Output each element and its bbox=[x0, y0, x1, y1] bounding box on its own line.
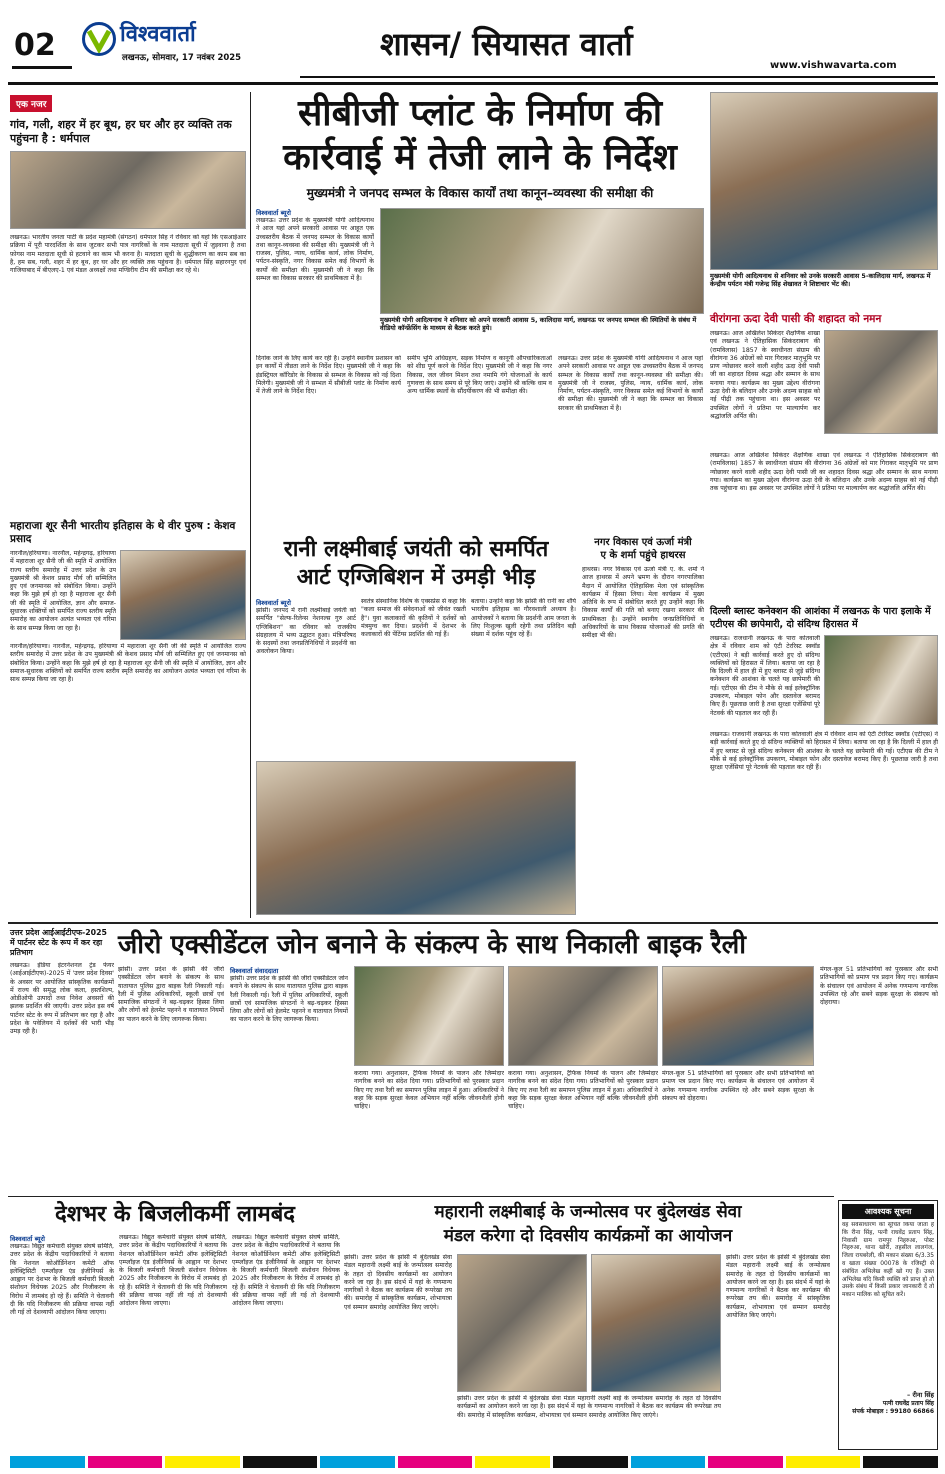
side-photo bbox=[710, 92, 938, 270]
lead-subhead: मुख्यमंत्री ने जनपद सम्भल के विकास कार्यों तथा कानून–व्यवस्था की समीक्षा की bbox=[306, 186, 654, 200]
section-divider bbox=[8, 922, 938, 924]
notice-sign-name: – रीना सिंह bbox=[907, 1391, 934, 1399]
lead-headline-line1: सीबीजी प्लांट के निर्माण की bbox=[297, 93, 663, 134]
bijli-headline: देशभर के बिजलीकर्मी लामबंद bbox=[55, 1202, 295, 1227]
blast-text: लखनऊ। राजधानी लखनऊ के पारा कोतवाली क्षेत्र में रविवार शाम को एंटी टेररिस्ट स्क्वॉड (एटीएस) ने बड़ी कार्रवाई करते हुए दो संदिग्ध व्यक्तियों को हिरासत में लिया। बताया जा रहा है कि दिल्ली में हाल ही में हुए ब्लास्ट से जुड़े संदिग्ध कनेक्शन की आशंका के चलते यह छापेमारी की गई। एटीएस की टीम ने मौके से कई इलेक्ट्रॉनिक उपकरण, मोबाइल फोन और दस्तावेज बरामद किए हैं। पूछताछ जारी है तथा सुरक्षा एजेंसियां पूरे नेटवर्क की पड़ताल कर रही हैं। bbox=[710, 635, 820, 717]
iitf-story bbox=[10, 928, 114, 1192]
column-divider bbox=[250, 92, 251, 918]
zero-text-col1: झांसी। उत्तर प्रदेश के झांसी की जीरो एक्सीडेंटल जोन बनाने के संकल्प के साथ यातायात पुलिस द्वारा बाइक रैली निकाली गई। रैली में पुलिस अधिकारियों, स्कूली छात्रों एवं सामाजिक संगठनों ने बढ़-चढ़कर हिस्सा लिया और लोगों को हेलमेट पहनने व यातायात नियमों का पालन करने के लिए जागरूक किया। bbox=[118, 966, 224, 1023]
art-byline: विश्ववार्ता ब्यूरो bbox=[256, 599, 291, 607]
bijli-story bbox=[10, 1200, 340, 1450]
lead-photo bbox=[380, 208, 704, 314]
lead-byline: विश्ववार्ता ब्यूरो bbox=[256, 209, 291, 217]
rally-photo-2 bbox=[508, 966, 658, 1066]
brand-logo-icon bbox=[82, 22, 116, 56]
nagar-headline-line2: ए के शर्मा पहुंचे हाथरस bbox=[600, 550, 686, 561]
uda-devi-text: लखनऊ। आज अखिलेश सिकंदर शैक्षणिक शाखा एवं लखनऊ ने ऐतिहासिक सिकंदराबाग की (रामविलास) 1857 के स्वाधीनता संग्राम की वीरांगना 36 अंग्रेजों को मार गिराकर मातृभूमि पर प्राण न्योछावर करने वाली शहीद ऊदा देवी पासी जी का शहादत दिवस श्रद्धा और सम्मान के साथ मनाया गया। कार्यक्रम का मुख्य उद्देश्य वीरांगना ऊदा देवी के बलिदान और उनके अदम्य साहस को नई पीढ़ी तक पहुंचाना था। इस अवसर पर उपस्थित लोगों ने प्रतिमा पर माल्यार्पण कर श्रद्धांजलि अर्पित की। bbox=[710, 330, 820, 420]
header-rule-thick bbox=[8, 82, 938, 85]
brief1-headline: गांव, गली, शहर में हर बूथ, हर घर और हर व्यक्ति तक पहुंचना है : धर्मपाल bbox=[10, 118, 232, 145]
side-photo-caption: मुख्यमंत्री योगी आदित्यनाथ से शनिवार को उनके सरकारी आवास 5-कालिदास मार्ग, लखनऊ में केन्द्रीय पर्यटन मंत्री गजेन्द्र सिंह शेखावत ने शिष्टाचार भेंट की। bbox=[710, 272, 931, 288]
maharani-photo-2 bbox=[591, 1254, 721, 1392]
art-body-b: स्वतंत्र संस्थानिक विशेष के एक्सप्रेस से कहा कि "कला समाज की संवेदनाओं को जीवंत रखती है"। युवा कलाकारों की कृतियों ने दर्शकों को मंत्रमुग्ध कर दिया। प्रदर्शनी में देशभर के कलाकारों की पेंटिंग्स प्रदर्शित की गई हैं। bbox=[361, 598, 466, 639]
rally-photo-1 bbox=[354, 966, 504, 1066]
nagar-story bbox=[582, 536, 704, 918]
uda-devi-story bbox=[710, 312, 938, 602]
zero-text-col6: मंगल-कूल 51 प्रतिभागियों को पुरस्कार और सभी प्रतिभागियों को प्रमाण पत्र प्रदान किए गए। कार्यक्रम के संचालन एवं आयोजन में अनेक गणमान्य नागरिक उपस्थित रहे और सबने सड़क सुरक्षा के संकल्प को दोहराया। bbox=[820, 966, 938, 1007]
nagar-headline-line1: नगर विकास एवं ऊर्जा मंत्री bbox=[594, 537, 692, 548]
header-rule bbox=[300, 76, 935, 78]
blast-story bbox=[710, 606, 938, 918]
maharani-photo-1 bbox=[457, 1254, 587, 1392]
maharani-text-col3: झांसी। उत्तर प्रदेश के झांसी में बुंदेलखंड सेवा मंडल महारानी लक्ष्मी बाई के जन्मोत्सव समारोह के तहत दो दिवसीय कार्यक्रमों का आयोजन करने जा रहा है। इस संदर्भ में यहां के गणमान्य नागरिकों ने बैठक कर कार्यक्रम की रूपरेखा तय की। समारोह में सांस्कृतिक कार्यक्रम, शोभायात्रा एवं सम्मान समारोह आयोजित किए जाएंगे। bbox=[726, 1254, 830, 1320]
zero-accident-story bbox=[118, 928, 938, 1192]
notice-sign-mobile: संपर्क मोबाइल : 99180 66866 bbox=[852, 1408, 934, 1415]
notice-text: वह सर्वसाधारण को सूचित किया जाता है कि रीना सिंह, पत्नी राघवेंद्र प्रताप सिंह, निवासी ग्राम रामपुर निहरुआ, पोस्ट निहरुआ, थाना खोरी, तहसील लालगंज, जिला रायबरेली, की मकान संख्या 6/3.35 व खाता संख्या 00078 के रजिस्ट्री से संबंधित अभिलेख कहीं खो गए हैं। उक्त अभिलेख यदि किसी व्यक्ति को प्राप्त हो तो उसके संबंध में किसी प्रकार जानकारी दें तो मकान मालिक को सूचित करें। bbox=[842, 1222, 934, 1299]
lead-headline-line2: कार्रवाई में तेजी लाने के निर्देश bbox=[283, 137, 677, 178]
brief1-text: लखनऊ। भारतीय जनता पार्टी के प्रदेश महामंत्री (संगठन) धर्मपाल सिंह ने रविवार को यहां कि एसआईआर प्रक्रिया में पूरी पारदर्शिता के साथ जुटकर सभी पात्र नागरिकों के नाम मतदाता सूची में जुड़वाना है तथा फ़ोगस नाम मतदाता सूची से हटवाने का काम भी करना है। मतदाता सूची के शुद्धीकरण का काम सब का है, हम सब, गली, शहर में हर बूथ, हर घर और हर व्यक्ति तक पहुंचना है। धर्मपाल सिंह सहारनपुर एवं गाजियाबाद में बीएलए-1 एवं मंडल अध्यक्षों तथा मण्डिरीय टीम की समीक्षा कर रहे थे। bbox=[10, 234, 246, 275]
nagar-text: हाथरस। नगर विकास एवं ऊर्जा मंत्री ए. के. शर्मा ने आज हाथरस में अपने भ्रमण के दौरान नगरपालिका मैदान में आयोजित ऐतिहासिक मेला एवं सांस्कृतिक कार्यक्रम में हिस्सा लिया। मेला कार्यक्रम में मुख्य अतिथि के रूप में संबोधित करते हुए उन्होंने कहा कि विकास कार्यों की गति को बनाए रखना सरकार की प्राथमिकता है। उन्होंने स्थानीय जनप्रतिनिधियों व अधिकारियों के साथ विकास योजनाओं की प्रगति की समीक्षा भी की। bbox=[582, 566, 704, 640]
maharani-text-col1: झांसी। उत्तर प्रदेश के झांसी में बुंदेलखंड सेवा मंडल महारानी लक्ष्मी बाई के जन्मोत्सव समारोह के तहत दो दिवसीय कार्यक्रमों का आयोजन करने जा रहा है। इस संदर्भ में यहां के गणमान्य नागरिकों ने बैठक कर कार्यक्रम की रूपरेखा तय की। समारोह में सांस्कृतिक कार्यक्रम, शोभायात्रा एवं सम्मान समारोह आयोजित किए जाएंगे। bbox=[344, 1254, 452, 1311]
header-left-rule bbox=[12, 66, 72, 69]
ek-nazar-section bbox=[10, 92, 246, 918]
brief2-text-continued: नारनौल/हरियाणा। नारनौल, महेन्द्रगढ़, हरियाणा में महाराजा शूर सैनी जी की स्मृति में आयोजित राज्य स्तरीय समारोह में उत्तर प्रदेश के उप मुख्यमंत्री श्री केशव प्रसाद मौर्य जी सम्मिलित हुए एवं जनमानस को संबोधित किया। उन्होंने कहा कि मुझे हर्ष हो रहा है महाराजा शूर सैनी जी की स्मृति में आयोजित, ज्ञान और समाज-सुधारक शक्तियों को समर्पित राज्य स्तरीय स्मृति समारोह का आयोजन अत्यंत भव्यता एवं गरिमा के साथ सम्पन्न किया जा रहा है। bbox=[10, 643, 246, 684]
art-story bbox=[256, 536, 576, 918]
bijli-byline: विश्ववार्ता ब्यूरो bbox=[10, 1235, 45, 1243]
notice-title: आवश्यक सूचना bbox=[842, 1204, 934, 1219]
maharani-story bbox=[344, 1200, 832, 1450]
iitf-text: लखनऊ। इंडिया इंटरनेशनल ट्रेड फेयर (आईआईटीएफ)-2025 में 'उत्तर प्रदेश दिवस' के अवसर पर आयोजित सांस्कृतिक कार्यक्रमों में राज्य की समृद्ध लोक कला, हस्तशिल्प, ओडीओपी उत्पादों तथा निवेश अवसरों की झलक प्रदर्शित की जाएगी। उत्तर प्रदेश इस वर्ष पार्टनर स्टेट के रूप में प्रतिभाग कर रहा है और प्रदेश के पवेलियन में दर्शकों की भारी भीड़ उमड़ रही है। bbox=[10, 962, 114, 1036]
lead-photo-caption: मुख्यमंत्री योगी आदित्यनाथ ने शनिवार को अपने सरकारी आवास 5, कालिदास मार्ग, लखनऊ पर जनपद सम्भल की स्थितियों के संबंध में वीडियो कॉन्फ्रेंसिंग के माध्यम से बैठक करते हुये। bbox=[380, 316, 697, 332]
brand-name: विश्ववार्ता bbox=[120, 22, 196, 47]
maharani-headline-line1: महारानी लक्ष्मीबाई के जन्मोत्सव पर बुंदेलखंड सेवा bbox=[434, 1202, 742, 1222]
bijli-text-col2: लखनऊ। विद्युत कर्मचारी संयुक्त संघर्ष समिति, उत्तर प्रदेश के केंद्रीय पदाधिकारियों ने बताया कि नेशनल कोऑर्डिनेशन कमेटी ऑफ इलेक्ट्रिसिटी एम्प्लॉइज एंड इंजीनियर्स के आह्वान पर देशभर के बिजली कर्मचारी बिजली संशोधन विधेयक 2025 और निजीकरण के विरोध में लामबंद हो रहे हैं। समिति ने चेतावनी दी कि यदि निजीकरण की प्रक्रिया वापस नहीं ली गई तो देशव्यापी आंदोलन किया जाएगा। bbox=[119, 1234, 227, 1308]
uda-devi-text-continued: लखनऊ। आज अखिलेश सिकंदर शैक्षणिक शाखा एवं लखनऊ ने ऐतिहासिक सिकंदराबाग की (रामविलास) 1857 के स्वाधीनता संग्राम की वीरांगना 36 अंग्रेजों को मार गिराकर मातृभूमि पर प्राण न्योछावर करने वाली शहीद ऊदा देवी पासी जी का शहादत दिवस श्रद्धा और सम्मान के साथ मनाया गया। कार्यक्रम का मुख्य उद्देश्य वीरांगना ऊदा देवी के बलिदान और उनके अदम्य साहस को नई पीढ़ी तक पहुंचाना था। इस अवसर पर उपस्थित लोगों ने प्रतिमा पर माल्यार्पण कर श्रद्धांजलि अर्पित की। bbox=[710, 452, 938, 493]
dateline: लखनऊ, सोमवार, 17 नवंबर 2025 bbox=[122, 53, 242, 63]
brief2-headline: महाराजा शूर सैनी भारतीय इतिहास के थे वीर पुरुष : केशव प्रसाद bbox=[10, 520, 236, 545]
page-number: 02 bbox=[14, 28, 56, 63]
brief2-photo bbox=[120, 550, 246, 640]
section-title: शासन/ सियासत वार्ता bbox=[380, 25, 633, 63]
maharani-caption: झांसी। उत्तर प्रदेश के झांसी में बुंदेलखंड सेवा मंडल महारानी लक्ष्मी बाई के जन्मोत्सव समारोह के तहत दो दिवसीय कार्यक्रमों का आयोजन करने जा रहा है। इस संदर्भ में यहां के गणमान्य नागरिकों ने बैठक कर कार्यक्रम की रूपरेखा तय की। समारोह में सांस्कृतिक कार्यक्रम, शोभायात्रा एवं सम्मान समारोह आयोजित किए जाएंगे। bbox=[457, 1395, 721, 1419]
iitf-headline: उत्तर प्रदेश आईआईटीएफ-2025 में पार्टनर स्टेट के रूप में कर रहा प्रतिभाग bbox=[10, 928, 107, 957]
blast-headline: दिल्ली ब्लास्ट कनेक्शन की आशंका में लखनऊ के पारा इलाके में एटीएस की छापेमारी, दो संदिग्ध हिरासत में bbox=[710, 606, 931, 630]
uda-devi-photo bbox=[824, 330, 938, 434]
zero-accident-headline: जीरो एक्सीडेंटल जोन बनाने के संकल्प के साथ निकाली बाइक रैली bbox=[118, 930, 747, 960]
bijli-text-col1: लखनऊ। विद्युत कर्मचारी संयुक्त संघर्ष समिति, उत्तर प्रदेश के केंद्रीय पदाधिकारियों ने बताया कि नेशनल कोऑर्डिनेशन कमेटी ऑफ इलेक्ट्रिसिटी एम्प्लॉइज एंड इंजीनियर्स के आह्वान पर देशभर के बिजली कर्मचारी बिजली संशोधन विधेयक 2025 और निजीकरण के विरोध में लामबंद हो रहे हैं। समिति ने चेतावनी दी कि यदि निजीकरण की प्रक्रिया वापस नहीं ली गई तो देशव्यापी आंदोलन किया जाएगा। bbox=[10, 1243, 114, 1317]
section-divider-2 bbox=[8, 1196, 834, 1197]
zero-text-col4: कराया गया। अनुशासन, ट्रैफिक नियमों के पालन और जिम्मेदार नागरिक बनने का संदेश दिया गया। प्रतिभागियों को पुरस्कार प्रदान किए गए तथा रैली का समापन पुलिस लाइन में हुआ। अधिकारियों ने कहा कि सड़क सुरक्षा केवल अभियान नहीं बल्कि जीवनशैली होनी चाहिए। bbox=[508, 1070, 658, 1111]
website-link[interactable]: www.vishwavarta.com bbox=[770, 60, 897, 71]
notice-box bbox=[838, 1200, 938, 1450]
brief2-text: नारनौल/हरियाणा। नारनौल, महेन्द्रगढ़, हरियाणा में महाराजा शूर सैनी जी की स्मृति में आयोजित राज्य स्तरीय समारोह में उत्तर प्रदेश के उप मुख्यमंत्री श्री केशव प्रसाद मौर्य जी सम्मिलित हुए एवं जनमानस को संबोधित किया। उन्होंने कहा कि मुझे हर्ष हो रहा है महाराजा शूर सैनी जी की स्मृति में आयोजित, ज्ञान और समाज-सुधारक शक्तियों को समर्पित राज्य स्तरीय स्मृति समारोह का आयोजन अत्यंत भव्यता एवं गरिमा के साथ सम्पन्न किया जा रहा है। bbox=[10, 550, 116, 632]
art-headline-line1: रानी लक्ष्मीबाई जयंती को समर्पित bbox=[283, 537, 549, 562]
color-registration-bar bbox=[10, 1456, 938, 1468]
art-headline-line2: आर्ट एग्जिबिशन में उमड़ी भीड़ bbox=[296, 565, 536, 590]
zero-text-col5: मंगल-कूल 51 प्रतिभागियों को पुरस्कार और सभी प्रतिभागियों को प्रमाण पत्र प्रदान किए गए। कार्यक्रम के संचालन एवं आयोजन में अनेक गणमान्य नागरिक उपस्थित रहे और सबने सड़क सुरक्षा के संकल्प को दोहराया। bbox=[662, 1070, 814, 1102]
zero-text-col2: झांसी। उत्तर प्रदेश के झांसी की जीरो एक्सीडेंटल जोन बनाने के संकल्प के साथ यातायात पुलिस द्वारा बाइक रैली निकाली गई। रैली में पुलिस अधिकारियों, स्कूली छात्रों एवं सामाजिक संगठनों ने बढ़-चढ़कर हिस्सा लिया और लोगों को हेलमेट पहनने व यातायात नियमों का पालन करने के लिए जागरूक किया। bbox=[230, 975, 348, 1024]
rally-photo-3 bbox=[662, 966, 814, 1066]
lead-body-d: लखनऊ। उत्तर प्रदेश के मुख्यमंत्री योगी आदित्यनाथ ने आज यहां अपने सरकारी आवास पर आहूत एक उच्चस्तरीय बैठक में जनपद सम्भल के विकास कार्यों तथा कानून-व्यवस्था की समीक्षा की। मुख्यमंत्री जी ने राजस्व, पुलिस, न्याय, धार्मिक कार्य, लोक निर्माण, पर्यटन-संस्कृति, नगर विकास समेत कई विभागों के कार्यों की समीक्षा की। मुख्यमंत्री जी ने कहा कि सम्भल का विकास सरकार की प्राथमिकता में है। bbox=[558, 355, 703, 412]
art-body-c: बताया। उन्होंने कहा कि झांसी की रानी का शौर्य भारतीय इतिहास का गौरवशाली अध्याय है। आयोजकों ने बताया कि प्रदर्शनी आम जनता के लिए निःशुल्क खुली रहेगी तथा प्रतिदिन बड़ी संख्या में दर्शक पहुंच रहे हैं। bbox=[471, 598, 576, 639]
uda-devi-headline: वीरांगना ऊदा देवी पासी की शहादत को नमन bbox=[710, 313, 882, 325]
side-photo-box bbox=[710, 92, 938, 304]
lead-body-b: दिनांक जाने के लिए कार्य कर रही है। उन्होंने स्थानीय प्रशासन को इन कार्यों में तीव्रता लाने के निर्देश दिए। मुख्यमंत्री जी ने कहा कि इंडस्ट्रियल कॉरिडोर के विकास से सम्भल के विकास को नई दिशा मिलेगी। मुख्यमंत्री जी ने सम्भल में सीबीजी प्लांट के निर्माण कार्य में तेजी लाने के निर्देश दिए। bbox=[256, 355, 401, 396]
art-body-a: झांसी। जनपद में रानी लक्ष्मीबाई जयंती को समर्पित "सेल्फ-रिलेन्स नेशनल्स गुरु आर्ट एग्जिबिशन" का रविवार को राजकीय संग्रहालय में भव्य उद्घाटन हुआ। मंत्रिपरिषद के सदस्यों तथा जनप्रतिनिधियों ने प्रदर्शनी का अवलोकन किया। bbox=[256, 607, 356, 656]
zero-text-col3: कराया गया। अनुशासन, ट्रैफिक नियमों के पालन और जिम्मेदार नागरिक बनने का संदेश दिया गया। प्रतिभागियों को पुरस्कार प्रदान किए गए तथा रैली का समापन पुलिस लाइन में हुआ। अधिकारियों ने कहा कि सड़क सुरक्षा केवल अभियान नहीं बल्कि जीवनशैली होनी चाहिए। bbox=[354, 1070, 504, 1111]
maharani-headline-line2: मंडल करेगा दो दिवसीय कार्यक्रमों का आयोजन bbox=[443, 1226, 733, 1246]
lead-story bbox=[256, 92, 704, 532]
zero-byline: विश्ववार्ता संवाददाता bbox=[230, 967, 279, 975]
ek-nazar-tag: एक नजर bbox=[10, 95, 52, 112]
lead-body-c: समीप भूमि अधिग्रहण, सड़क निर्माण व कानूनी औपचारिकताओं को शीघ्र पूर्ण करने के निर्देश दिए। मुख्यमंत्री जी ने कहा कि नगर विकास, जल जीवन मिशन तथा नमामि गंगे योजनाओं के कार्य गुणवत्ता के साथ समय से पूरे किए जाएं। उन्होंने श्री कल्कि धाम व अन्य धार्मिक स्थलों के सौंदर्यीकरण की भी समीक्षा की। bbox=[407, 355, 552, 396]
brief1-photo bbox=[10, 151, 246, 229]
blast-photo bbox=[824, 635, 938, 725]
page-header bbox=[0, 0, 945, 88]
art-photo bbox=[256, 761, 576, 915]
blast-text-continued: लखनऊ। राजधानी लखनऊ के पारा कोतवाली क्षेत्र में रविवार शाम को एंटी टेररिस्ट स्क्वॉड (एटीएस) ने बड़ी कार्रवाई करते हुए दो संदिग्ध व्यक्तियों को हिरासत में लिया। बताया जा रहा है कि दिल्ली में हाल ही में हुए ब्लास्ट से जुड़े संदिग्ध कनेक्शन की आशंका के चलते यह छापेमारी की गई। एटीएस की टीम ने मौके से कई इलेक्ट्रॉनिक उपकरण, मोबाइल फोन और दस्तावेज बरामद किए हैं। पूछताछ जारी है तथा सुरक्षा एजेंसियां पूरे नेटवर्क की पड़ताल कर रही हैं। bbox=[710, 731, 938, 772]
notice-sign-relation: पत्नी राघवेंद्र प्रताप सिंह bbox=[882, 1400, 934, 1407]
lead-body-a: लखनऊ। उत्तर प्रदेश के मुख्यमंत्री योगी आदित्यनाथ ने आज यहां अपने सरकारी आवास पर आहूत एक उच्चस्तरीय बैठक में जनपद सम्भल के विकास कार्यों तथा कानून-व्यवस्था की समीक्षा की। मुख्यमंत्री जी ने राजस्व, पुलिस, न्याय, धार्मिक कार्य, लोक निर्माण, पर्यटन-संस्कृति, नगर विकास समेत कई विभागों के कार्यों की समीक्षा की। मुख्यमंत्री जी ने कहा कि सम्भल का विकास सरकार की प्राथमिकता में है। bbox=[256, 217, 374, 283]
bijli-text-col3: लखनऊ। विद्युत कर्मचारी संयुक्त संघर्ष समिति, उत्तर प्रदेश के केंद्रीय पदाधिकारियों ने बताया कि नेशनल कोऑर्डिनेशन कमेटी ऑफ इलेक्ट्रिसिटी एम्प्लॉइज एंड इंजीनियर्स के आह्वान पर देशभर के बिजली कर्मचारी बिजली संशोधन विधेयक 2025 और निजीकरण के विरोध में लामबंद हो रहे हैं। समिति ने चेतावनी दी कि यदि निजीकरण की प्रक्रिया वापस नहीं ली गई तो देशव्यापी आंदोलन किया जाएगा। bbox=[232, 1234, 340, 1308]
